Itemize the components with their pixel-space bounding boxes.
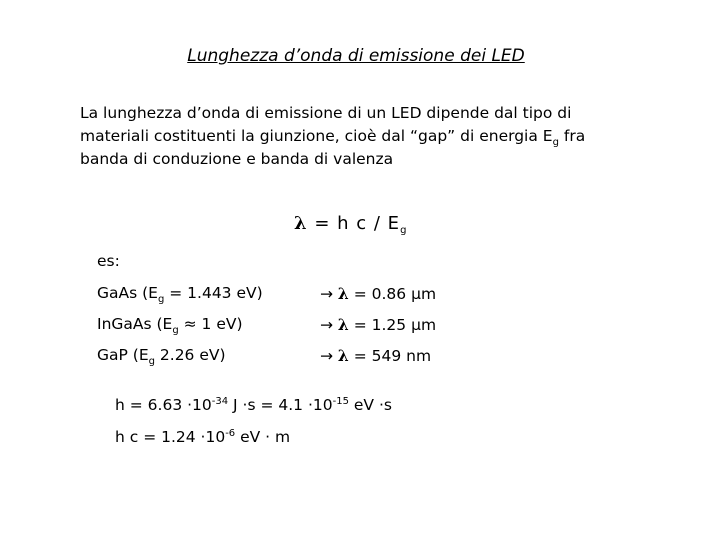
result-value: = 0.86 μm [348,285,437,303]
intro-paragraph [80,102,680,171]
result-value: = 549 nm [348,347,432,365]
page-title: Lunghezza d’onda di emissione dei LED [187,46,525,66]
example-subscript: g [172,325,179,336]
result-lambda: λ [337,284,349,303]
planck-text-1: h = 6.63 ·10 [115,396,212,414]
intro-line-2 [80,125,680,148]
planck-exponent-1: -34 [211,396,229,407]
example-subscript: g [157,294,165,305]
result-lambda: λ [337,315,349,334]
example-result-gap [320,346,431,365]
example-material-text: GaP (E [97,346,149,364]
planck-exponent-2: -15 [332,396,349,407]
example-material-text: GaAs (E [97,284,158,302]
example-material-gap [97,346,226,367]
hc-constant [115,428,290,446]
example-material-ingaas [97,315,243,336]
hc-exponent: -6 [225,428,236,439]
planck-unit: eV ·s [348,396,392,414]
formula-subscript: g [400,225,408,236]
example-material-text: InGaAs (E [97,315,173,333]
arrow-icon: → [320,347,338,365]
example-energy: ≈ 1 eV) [178,315,243,333]
example-result-ingaas [320,315,436,334]
examples-label: es: [97,252,120,270]
hc-text: h c = 1.24 ·10 [115,428,226,446]
intro-line-2-end: fra [558,127,586,145]
arrow-icon: → [320,316,338,334]
example-energy: 2.26 eV) [154,346,226,364]
planck-text-2: J ·s = 4.1 ·10 [228,396,333,414]
result-value: = 1.25 μm [348,316,437,334]
example-material-gaas [97,284,263,305]
main-formula [294,213,407,234]
intro-line-2-subscript: g [552,137,559,148]
arrow-icon: → [320,285,338,303]
example-energy: = 1.443 eV) [164,284,263,302]
example-result-gaas [320,284,436,303]
intro-line-1: La lunghezza d’onda di emissione di un LED dipende dal tipo di [80,104,572,122]
intro-line-3: banda di conduzione e banda di valenza [80,150,394,168]
formula-lambda: λ [294,213,308,234]
formula-rest: = h c / E [307,213,401,234]
intro-line-2-text: materiali costituenti la giunzione, cioè dal “gap” di energia E [80,127,553,145]
result-lambda: λ [337,346,349,365]
example-subscript: g [148,356,155,367]
hc-unit: eV · m [235,428,291,446]
planck-constant [115,396,392,414]
